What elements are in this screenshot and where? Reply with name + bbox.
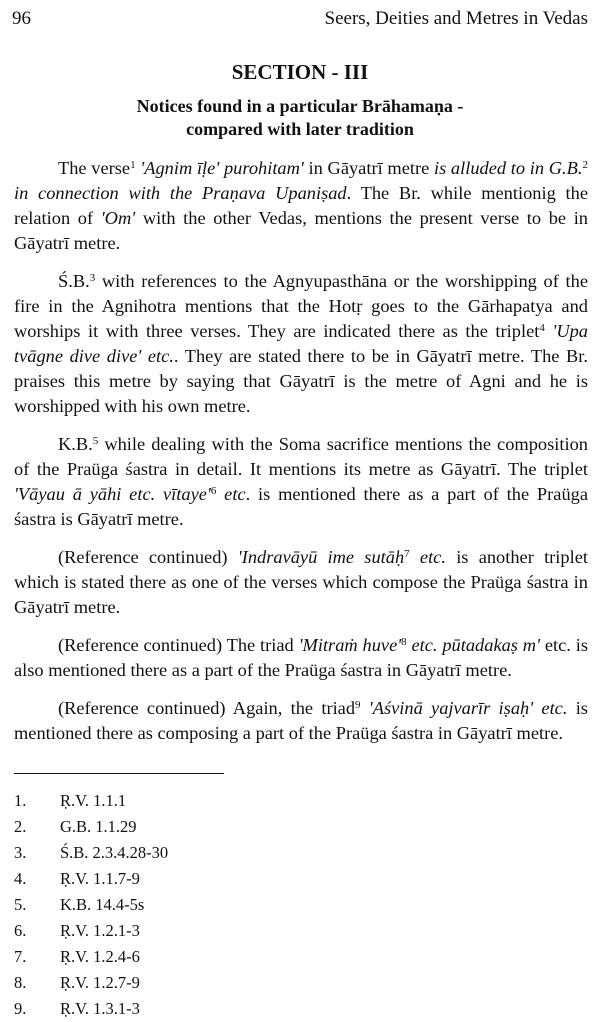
footnote xyxy=(14,840,588,866)
subtitle-line-2: compared with later tradition xyxy=(186,119,414,139)
footnote-number: 6. xyxy=(14,921,27,940)
quote: in connection with the Praṇava Upaniṣad xyxy=(14,183,347,203)
footnote xyxy=(14,788,588,814)
footnote xyxy=(14,892,588,918)
quote: etc. pūtadakaṣ m' xyxy=(406,635,541,655)
text: etc. is also mentioned there as a part of the Praüga śastra in Gāyatrī metre. xyxy=(14,635,588,680)
section-title: SECTION - III xyxy=(231,60,369,84)
footnote-number: 4. xyxy=(14,869,27,888)
footnote-ref: 7 xyxy=(404,548,410,560)
page-number: 96 xyxy=(12,8,31,29)
text: . The Br. while mentionig the relation of xyxy=(14,183,588,228)
text: Ś.B. xyxy=(58,271,90,291)
text: K.B. xyxy=(58,434,93,454)
footnote-reference: Ṛ.V. 1.1.1 xyxy=(60,791,127,810)
footnote xyxy=(14,944,588,970)
paragraph-1 xyxy=(14,156,588,256)
section-subtitle xyxy=(0,95,600,141)
quote: etc. xyxy=(409,547,446,567)
footnote-reference: Ṛ.V. 1.1.7-9 xyxy=(60,869,140,888)
text: with references to the Agnyupasthāna or the worshipping of the fire in the Agnihotra mentions that the Hotṛ goes to the Gārhapatya and worships it with three verses. They are indicated there as the triplet xyxy=(14,271,588,341)
footnote-ref: 5 xyxy=(92,435,99,447)
paragraph-4 xyxy=(14,545,588,620)
footnotes xyxy=(14,788,588,1022)
quote: 'Om' xyxy=(100,208,136,228)
page-header xyxy=(12,8,588,30)
text: in Gāyatrī metre xyxy=(303,158,434,178)
footnote-reference: K.B. 14.4-5s xyxy=(60,895,145,914)
footnote-number: 8. xyxy=(14,973,27,992)
footnote-ref: 8 xyxy=(401,636,407,648)
paragraph-3 xyxy=(14,432,588,532)
footnote-number: 7. xyxy=(14,947,27,966)
quote: is alluded to in G.B. xyxy=(433,158,583,178)
footnote-number: 3. xyxy=(14,843,27,862)
footnote xyxy=(14,996,588,1022)
footnote-reference: Ṛ.V. 1.3.1-3 xyxy=(60,999,140,1018)
footnote-number: 9. xyxy=(14,999,27,1018)
footnote-number: 1. xyxy=(14,791,27,810)
text: is another triplet which is stated there as one of the verses which compose the Praüga śastra in Gāyatrī metre. xyxy=(14,547,588,617)
text xyxy=(361,698,369,718)
text: with the other Vedas, mentions the present verse to be in Gāyatrī metre. xyxy=(14,208,588,253)
quote: 'Mitraṁ huve' xyxy=(298,635,402,655)
text: is mentioned there as composing a part of the Praüga śastra in Gāyatrī metre. xyxy=(14,698,588,743)
body-text xyxy=(14,156,588,759)
text: The verse xyxy=(58,158,131,178)
footnote xyxy=(14,866,588,892)
paragraph-5 xyxy=(14,633,588,683)
quote: 'Upa tvāgne dive dive' etc. xyxy=(14,321,588,366)
text: . is mentioned there as a part of the Praüga śastra is Gāyatrī metre. xyxy=(14,484,588,529)
running-title: Seers, Deities and Metres in Vedas xyxy=(324,8,588,29)
footnote-ref: 6 xyxy=(210,485,217,497)
footnote xyxy=(14,918,588,944)
footnote xyxy=(14,814,588,840)
footnote-reference: Ṛ.V. 1.2.7-9 xyxy=(60,973,140,992)
text: . They are stated there to be in Gāyatrī metre. The Br. praises this metre by saying that Gāyatrī is the metre of Agni and he is worshipped with his own metre. xyxy=(14,346,588,416)
paragraph-6 xyxy=(14,696,588,746)
paragraph-2 xyxy=(14,269,588,419)
text: (Reference continued) xyxy=(58,547,238,567)
footnote-reference: Ṛ.V. 1.2.1-3 xyxy=(60,921,140,940)
footnote-reference: Ṛ.V. 1.2.4-6 xyxy=(60,947,140,966)
footnote-number: 5. xyxy=(14,895,27,914)
footnote-reference: Ś.B. 2.3.4.28-30 xyxy=(60,843,169,862)
footnote-ref: 9 xyxy=(355,699,361,711)
text: while dealing with the Soma sacrifice mentions the composition of the Praüga śastra in detail. It mentions its metre as Gāyatrī. The triplet xyxy=(14,434,588,479)
quote: 'Agnim īḷe' purohitam' xyxy=(140,158,304,178)
footnote-divider xyxy=(14,773,224,774)
quote: 'Vāyau ā yāhi etc. vītaye' xyxy=(14,484,211,504)
quote: etc xyxy=(216,484,246,504)
footnote-reference: G.B. 1.1.29 xyxy=(60,817,137,836)
footnote-number: 2. xyxy=(14,817,27,836)
text: (Reference continued) Again, the triad xyxy=(58,698,356,718)
footnote-ref: 2 xyxy=(582,159,588,171)
subtitle-line-1: Notices found in a particular Brāhamaṇa - xyxy=(136,96,464,116)
footnote-ref: 1 xyxy=(130,159,136,171)
footnote-ref: 4 xyxy=(539,322,545,334)
footnote-ref: 3 xyxy=(89,272,96,284)
footnote xyxy=(14,970,588,996)
text: (Reference continued) The triad xyxy=(58,635,299,655)
quote: 'Indravāyū ime sutāḥ xyxy=(237,547,405,567)
quote: 'Aśvinā yajvarīr iṣaḥ' etc. xyxy=(368,698,568,718)
